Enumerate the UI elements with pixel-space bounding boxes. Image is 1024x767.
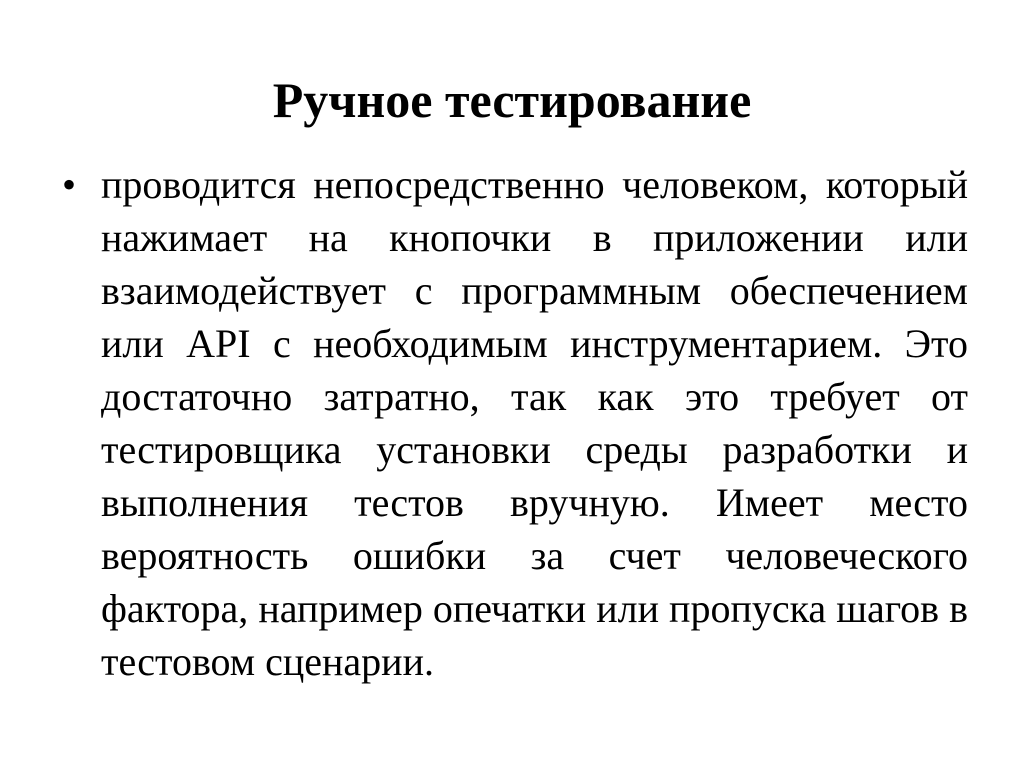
bullet-item xyxy=(62,158,968,688)
bullet-list xyxy=(62,158,968,688)
slide-title: Ручное тестирование xyxy=(272,72,752,128)
bullet-text: проводится непосредственно человеком, который нажимает на кнопочки в приложении или взаимодействует с программным обеспечением или API с необходимым инструментарием. Это достаточно затратно, так как это требует от тестировщика установки среды разработки и выполнения тестов вручную. Имеет место вероятность ошибки за счет человеческого фактора, например опечатки или пропуска шагов в тестовом сценарии. xyxy=(101,162,968,684)
bullet-marker: • xyxy=(62,162,77,207)
